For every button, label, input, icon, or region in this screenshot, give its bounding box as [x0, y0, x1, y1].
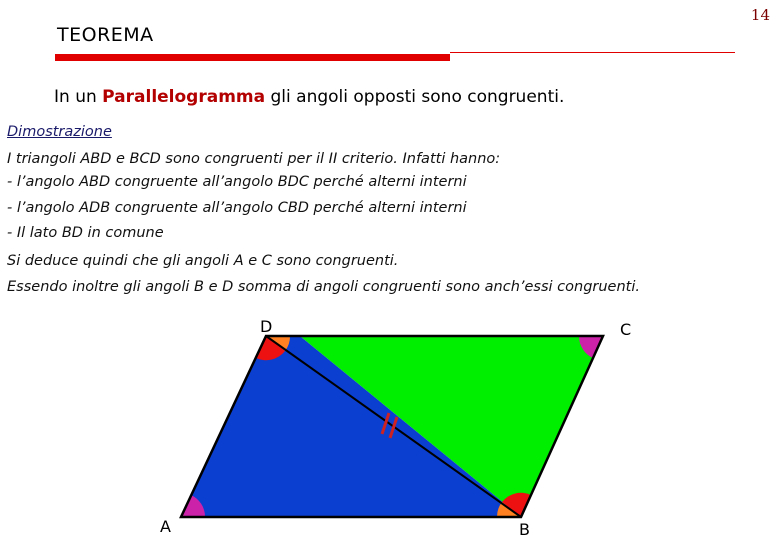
proof-line-4: - Il lato BD in comune	[7, 225, 164, 241]
vertex-label-a: A	[160, 517, 171, 536]
vertex-label-b: B	[519, 520, 530, 539]
theorem-suffix: gli angoli opposti sono congruenti.	[265, 87, 565, 107]
proof-line-5: Si deduce quindi che gli angoli A e C sono congruenti.	[7, 253, 399, 269]
proof-line-2: - l’angolo ABD congruente all’angolo BDC perché alterni interni	[7, 174, 467, 190]
proof-line-1: I triangoli ABD e BCD sono congruenti per il II criterio. Infatti hanno:	[7, 151, 501, 167]
page-number: 14	[750, 6, 770, 24]
page-title: TEOREMA	[57, 24, 154, 46]
theorem-prefix: In un	[54, 87, 103, 107]
proof-heading: Dimostrazione	[7, 124, 112, 140]
proof-line-6: Essendo inoltre gli angoli B e D somma di angoli congruenti sono anch’essi congruenti.	[7, 279, 640, 295]
proof-line-3: - l’angolo ADB congruente all’angolo CBD perché alterni interni	[7, 200, 467, 216]
theorem-highlight: Parallelogramma	[102, 87, 266, 107]
vertex-label-d: D	[260, 317, 273, 336]
vertex-label-c: C	[620, 320, 632, 339]
